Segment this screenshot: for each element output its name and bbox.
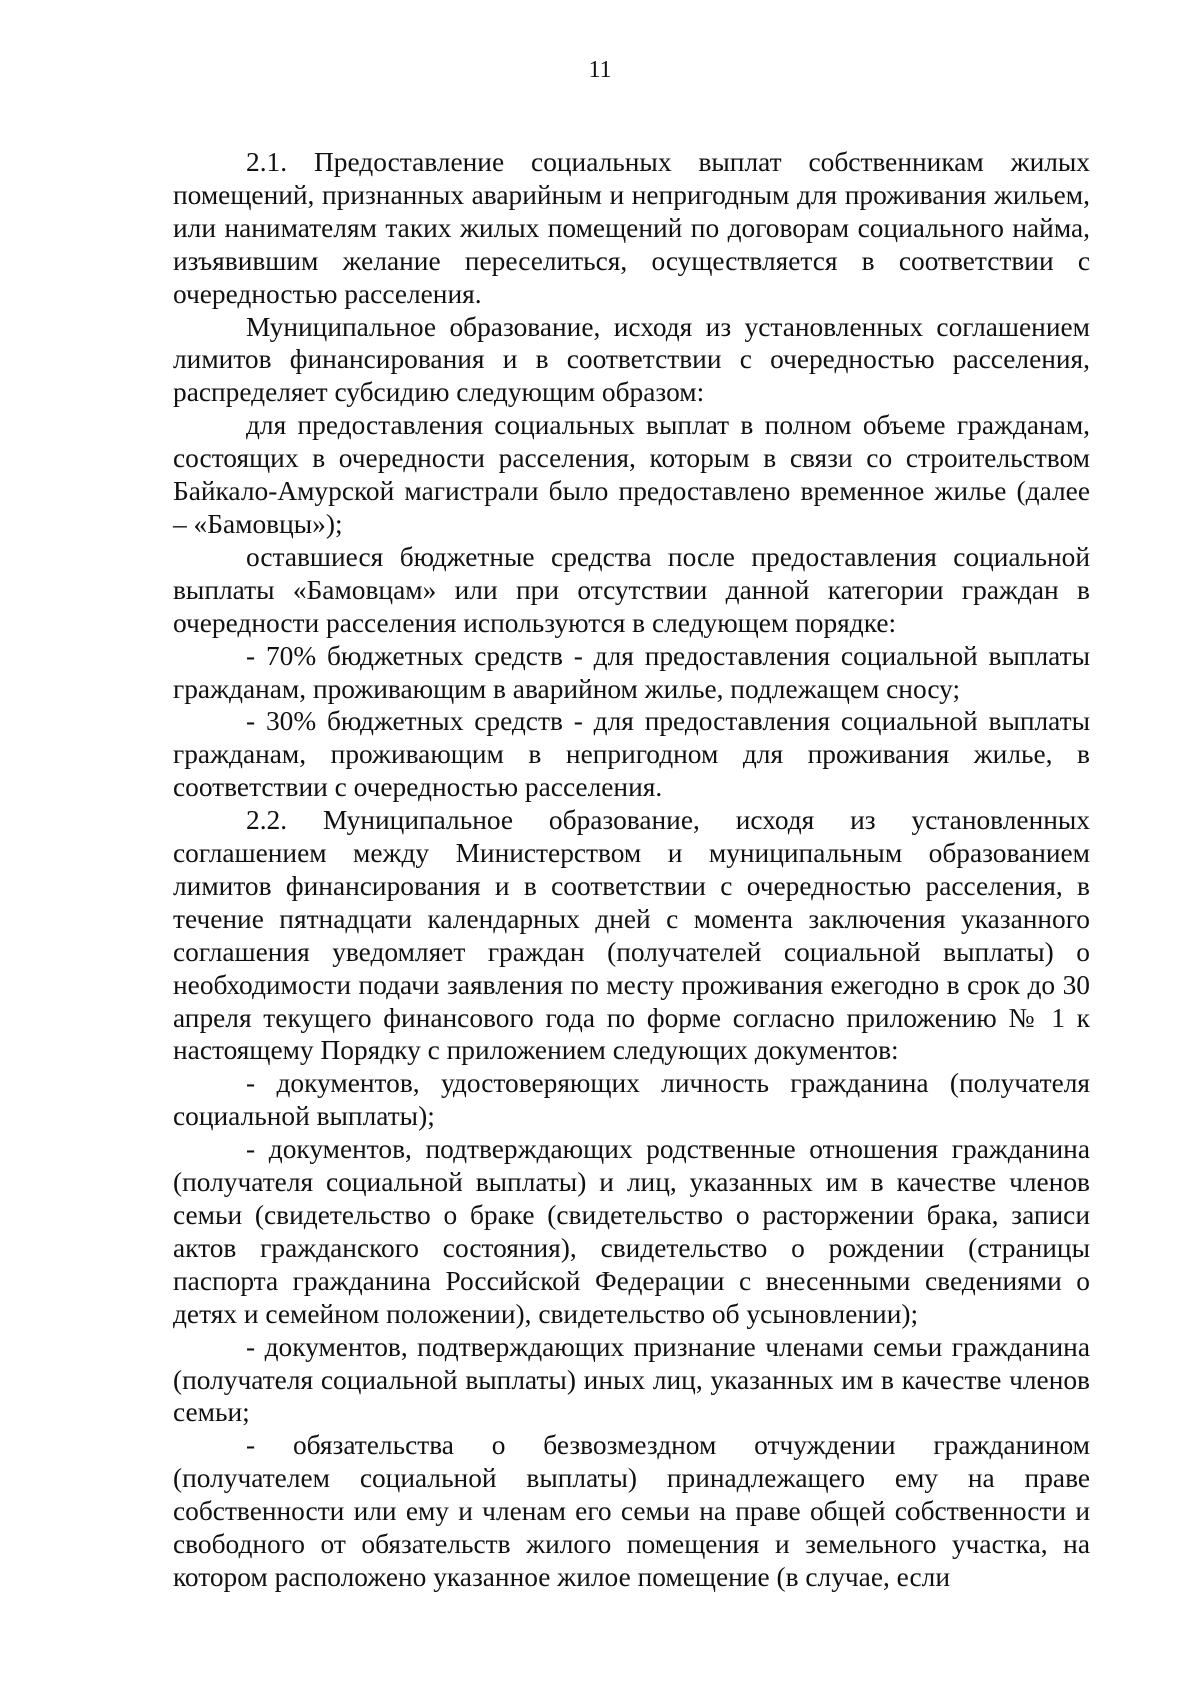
paragraph-30-percent: - 30% бюджетных средств - для предоставления социальной выплаты гражданам, проживающим в непригодном для проживания жилье, в соответствии с очередностью расселения. — [173, 706, 1090, 803]
list-item-kinship-documents: - документов, подтверждающих родственные отношения гражданина (получателя социальной выплаты) и лиц, указанных им в качестве членов семьи (свидетельство о браке (свидетельство о расторжении брака, записи актов гражданского состояния), свидетельство о рождении (страницы паспорта гражданина Российской Федерации с внесенными сведениями о детях и семейном положении), свидетельство об усыновлении); — [173, 1134, 1090, 1329]
paragraph-remaining-funds: оставшиеся бюджетные средства после предоставления социальной выплаты «Бамовцам» или при отсутствии данной категории граждан в очередности расселения используются в следующем порядке: — [173, 541, 1090, 638]
list-item-family-recognition: - документов, подтверждающих признание членами семьи гражданина (получателя социальной выплаты) иных лиц, указанных им в качестве членов семьи; — [173, 1331, 1090, 1428]
list-item-alienation-obligation: - обязательства о безвозмездном отчуждении гражданином (получателем социальной выплаты) принадлежащего ему на праве собственности или ему и членам его семьи на праве общей собственности и свободного от обязательств жилого помещения и земельного участка, на котором расположено указанное жилое помещение (в случае, если — [173, 1430, 1090, 1592]
document-body — [173, 146, 1090, 1594]
paragraph-subsidy-distribution: Муниципальное образование, исходя из установленных соглашением лимитов финансирования и в соответствии с очередностью расселения, распределяет субсидию следующим образом: — [173, 311, 1090, 408]
paragraph-bamovtsy: для предоставления социальных выплат в полном объеме гражданам, состоящих в очередности расселения, которым в связи со строительством Байкало-Амурской магистрали было предоставлено временное жилье (далее – «Бамовцы»); — [173, 410, 1090, 539]
list-item-identity-documents: - документов, удостоверяющих личность гражданина (получателя социальной выплаты); — [173, 1068, 1090, 1132]
paragraph-2-1: 2.1. Предоставление социальных выплат собственникам жилых помещений, признанных аварийным и непригодным для проживания жильем, или нанимателям таких жилых помещений по договорам социального найма, изъявившим желание переселиться, осуществляется в соответствии с очередностью расселения. — [173, 147, 1090, 309]
paragraph-70-percent: - 70% бюджетных средств - для предоставления социальной выплаты гражданам, проживающим в аварийном жилье, подлежащем сносу; — [173, 640, 1090, 704]
page-number: 11 — [588, 57, 612, 83]
paragraph-2-2: 2.2. Муниципальное образование, исходя из установленных соглашением между Министерством и муниципальным образованием лимитов финансирования и в соответствии с очередностью расселения, в течение пятнадцати календарных дней с момента заключения указанного соглашения уведомляет граждан (получателей социальной выплаты) о необходимости подачи заявления по месту проживания ежегодно в срок до 30 апреля текущего финансового года по форме согласно приложению № 1 к настоящему Порядку с приложением следующих документов: — [173, 805, 1090, 1066]
